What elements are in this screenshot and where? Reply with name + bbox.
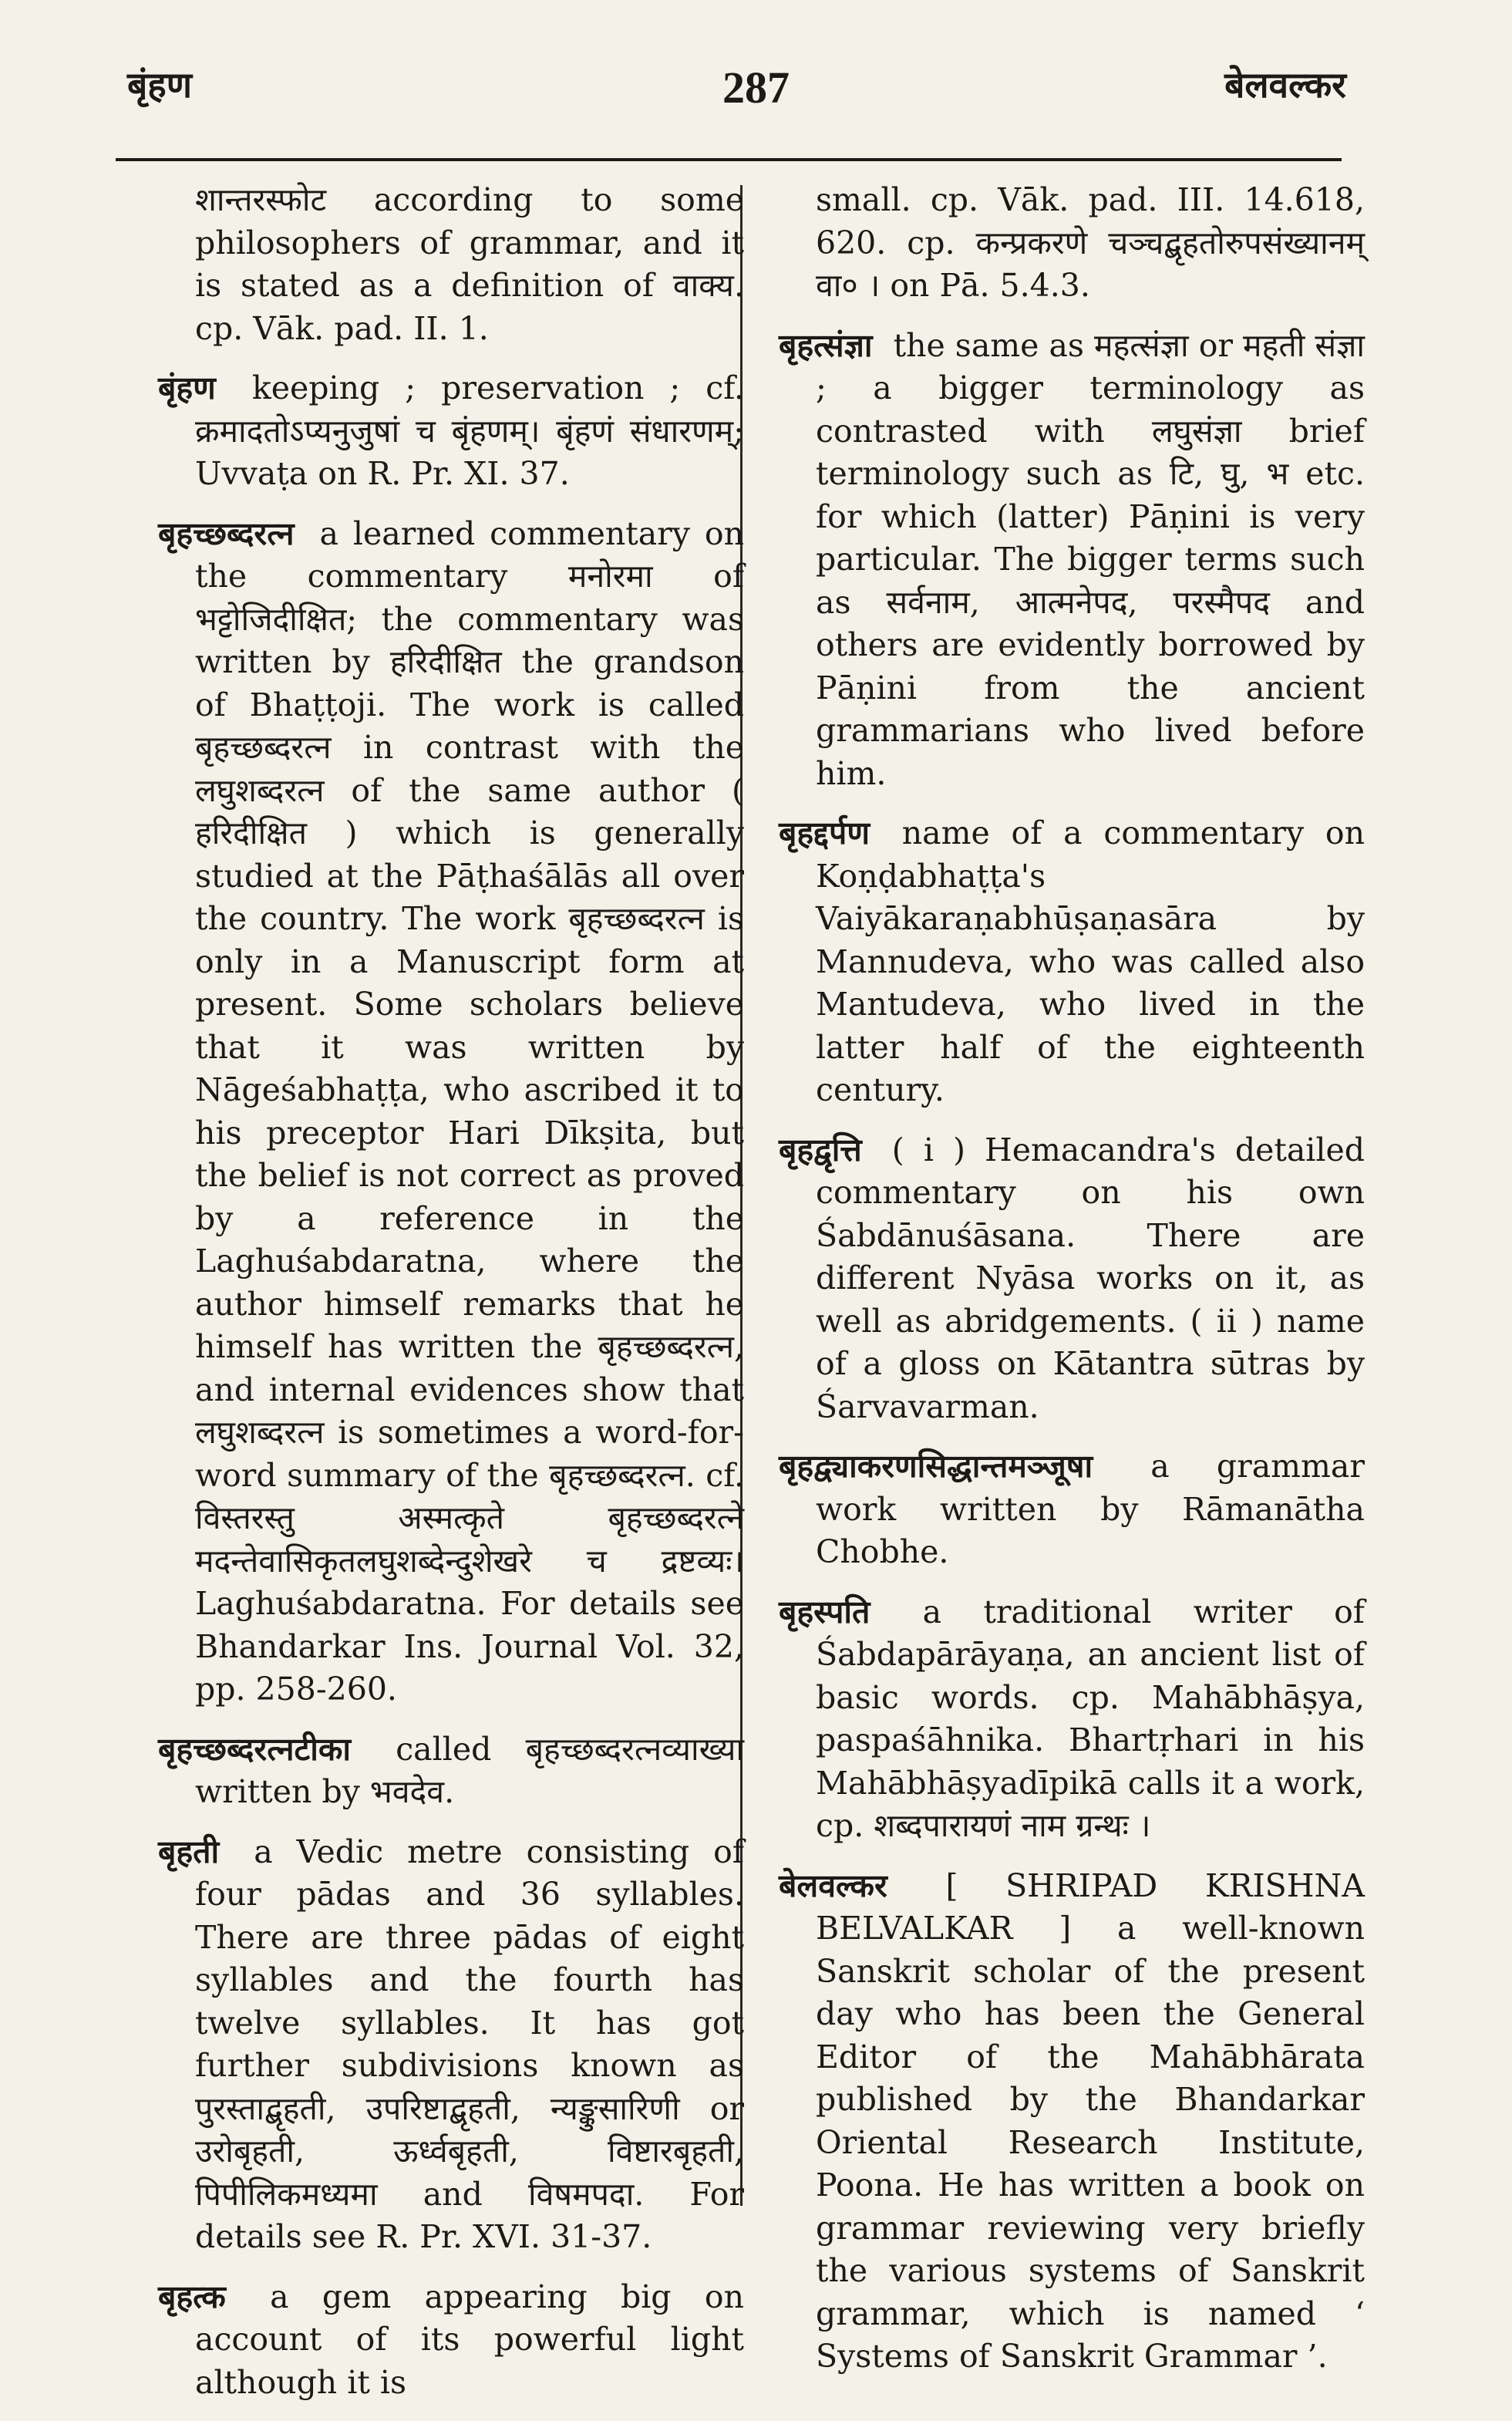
dictionary-entry: [158, 1728, 744, 1814]
dictionary-entry: [158, 179, 744, 350]
header-rule: [116, 158, 1342, 161]
entry-text: a Vedic metre consisting of four pādas and 36 syllables. There are three pādas of eight syllables and the fourth has twelve syllables. It has got further subdivisions known as पुरस्ताद्बृहती, उपरिष्टाद्बृहती, न्यङ्कुसारिणी or उरोबृहती, ऊर्ध्वबृहती, विष्टारबृहती, पिपीलिकमध्यमा and विषमपदा. For details see R. Pr. XVI. 31-37.: [195, 1833, 744, 2255]
entry-text: a grammar work written by Rāmanātha Chobhe.: [816, 1448, 1365, 1570]
dictionary-entry: [779, 1129, 1365, 1429]
entry-text: called बृहच्छब्दरत्नव्याख्या written by भवदेव.: [195, 1730, 744, 1810]
dictionary-entry: [779, 812, 1365, 1112]
dictionary-entry: [779, 1445, 1365, 1574]
entry-headword: बृहत्संज्ञा: [779, 326, 873, 364]
dictionary-entry: [779, 1591, 1365, 1848]
entry-text: [ SHRIPAD KRISHNA BELVALKAR ] a well-known Sanskrit scholar of the present day who has been the General Editor of the Mahābhārata published by the Bhandarkar Oriental Research Institute, Poona. He has written a book on grammar reviewing very briefly the various systems of Sanskrit grammar, which is named ‘ Systems of Sanskrit Grammar ’.: [816, 1866, 1365, 2375]
entry-headword: बृहद्वृत्ति: [779, 1131, 862, 1168]
entry-text: name of a commentary on Koṇḍabhaṭṭa's Vaiyākaraṇabhūṣaṇasāra by Mannudeva, who was called also Mantudeva, who lived in the latter half of the eighteenth century.: [816, 814, 1365, 1108]
entry-text: a traditional writer of Śabdapārāyaṇa, an ancient list of basic words. cp. Mahābhāṣya, paspaśāhnika. Bhartṛhari in his Mahābhāṣyadīpikā calls it a work, cp. शब्दपारायणं नाम ग्रन्थः ।: [816, 1593, 1365, 1844]
entry-text: the same as महत्संज्ञा or महती संज्ञा ; a bigger terminology as contrasted with लघुसंज्ञा brief terminology such as टि, घु, भ etc. for which (latter) Pāṇini is very particular. The bigger terms such as सर्वनाम, आत्मनेपद, परस्मैपद and others are evidently borrowed by Pāṇini from the ancient grammarians who lived before him.: [816, 326, 1365, 792]
right-column: [779, 179, 1365, 2396]
entry-text: a learned commentary on the commentary मनोरमा of भट्टोजिदीक्षित; the commentary was written by हरिदीक्षित the grandson of Bhaṭṭoji. The work is called बृहच्छब्दरत्न in contrast with the लघुशब्दरत्न of the same author ( हरिदीक्षित ) which is generally studied at the Pāṭhaśālās all over the country. The work बृहच्छब्दरत्न is only in a Manuscript form at present. Some scholars believe that it was written by Nāgeśabhaṭṭa, who ascribed it to his preceptor Hari Dīkṣita, but the belief is not correct as proved by a reference in the Laghuśabdaratna, where the author himself remarks that he himself has written the बृहच्छब्दरत्न, and internal evidences show that लघुशब्दरत्न is sometimes a word-for-word summary of the बृहच्छब्दरत्न. cf. विस्तरस्तु अस्मत्कृते बृहच्छब्दरत्ने मदन्तेवासिकृतलघुशब्देन्दुशेखरे च द्रष्टव्यः। Laghuśabdaratna. For details see Bhandarkar Ins. Journal Vol. 32, pp. 258-260.: [195, 514, 744, 1708]
dictionary-entry: [779, 1865, 1365, 2379]
dictionary-entry: [779, 179, 1365, 308]
dictionary-entry: [158, 2276, 744, 2405]
entry-headword: बेलवल्कर: [779, 1866, 887, 1904]
entry-headword: बृंहण: [158, 369, 216, 406]
entry-headword: बृहती: [158, 1833, 220, 1870]
running-head-left: बृंहण: [127, 64, 192, 106]
entry-text: keeping ; preservation ; cf. क्रमादतोऽप्यनुजुषां च बृंहणम्। बृंहणं संधारणम्; Uvvaṭa on R. Pr. XI. 37.: [195, 369, 744, 492]
dictionary-entry: [779, 325, 1365, 796]
entry-headword: बृहच्छब्दरत्नटीका: [158, 1730, 351, 1768]
entry-headword: बृहद्व्याकरणसिद्धान्तमञ्जूषा: [779, 1448, 1093, 1485]
entry-text: a gem appearing big on account of its powerful light although it is: [195, 2278, 744, 2401]
entry-headword: बृहद्दर्पण: [779, 814, 870, 851]
dictionary-entry: [158, 1831, 744, 2259]
entry-headword: बृहत्क: [158, 2278, 226, 2315]
dictionary-entry: [158, 513, 744, 1711]
entry-text: small. cp. Vāk. pad. III. 14.618, 620. cp. कन्प्रकरणे चञ्चद्बृहतोरुपसंख्यानम् वा० । on Pā. 5.4.3.: [816, 181, 1365, 304]
entry-headword: बृहस्पति: [779, 1593, 870, 1630]
entry-text: ( i ) Hemacandra's detailed commentary on his own Śabdānuśāsana. There are different Nyāsa works on it, as well as abridgements. ( ii ) name of a gloss on Kātantra sūtras by Śarvavarman.: [816, 1131, 1365, 1425]
dictionary-entry: [158, 367, 744, 496]
left-column: [158, 179, 744, 2421]
page-number: 287: [722, 62, 790, 113]
entry-headword: बृहच्छब्दरत्न: [158, 514, 295, 552]
entry-text: शान्तरस्फोट according to some philosophers of grammar, and it is stated as a definition of वाक्य. cp. Vāk. pad. II. 1.: [195, 181, 744, 347]
running-head-right: बेलवल्कर: [1224, 64, 1346, 106]
